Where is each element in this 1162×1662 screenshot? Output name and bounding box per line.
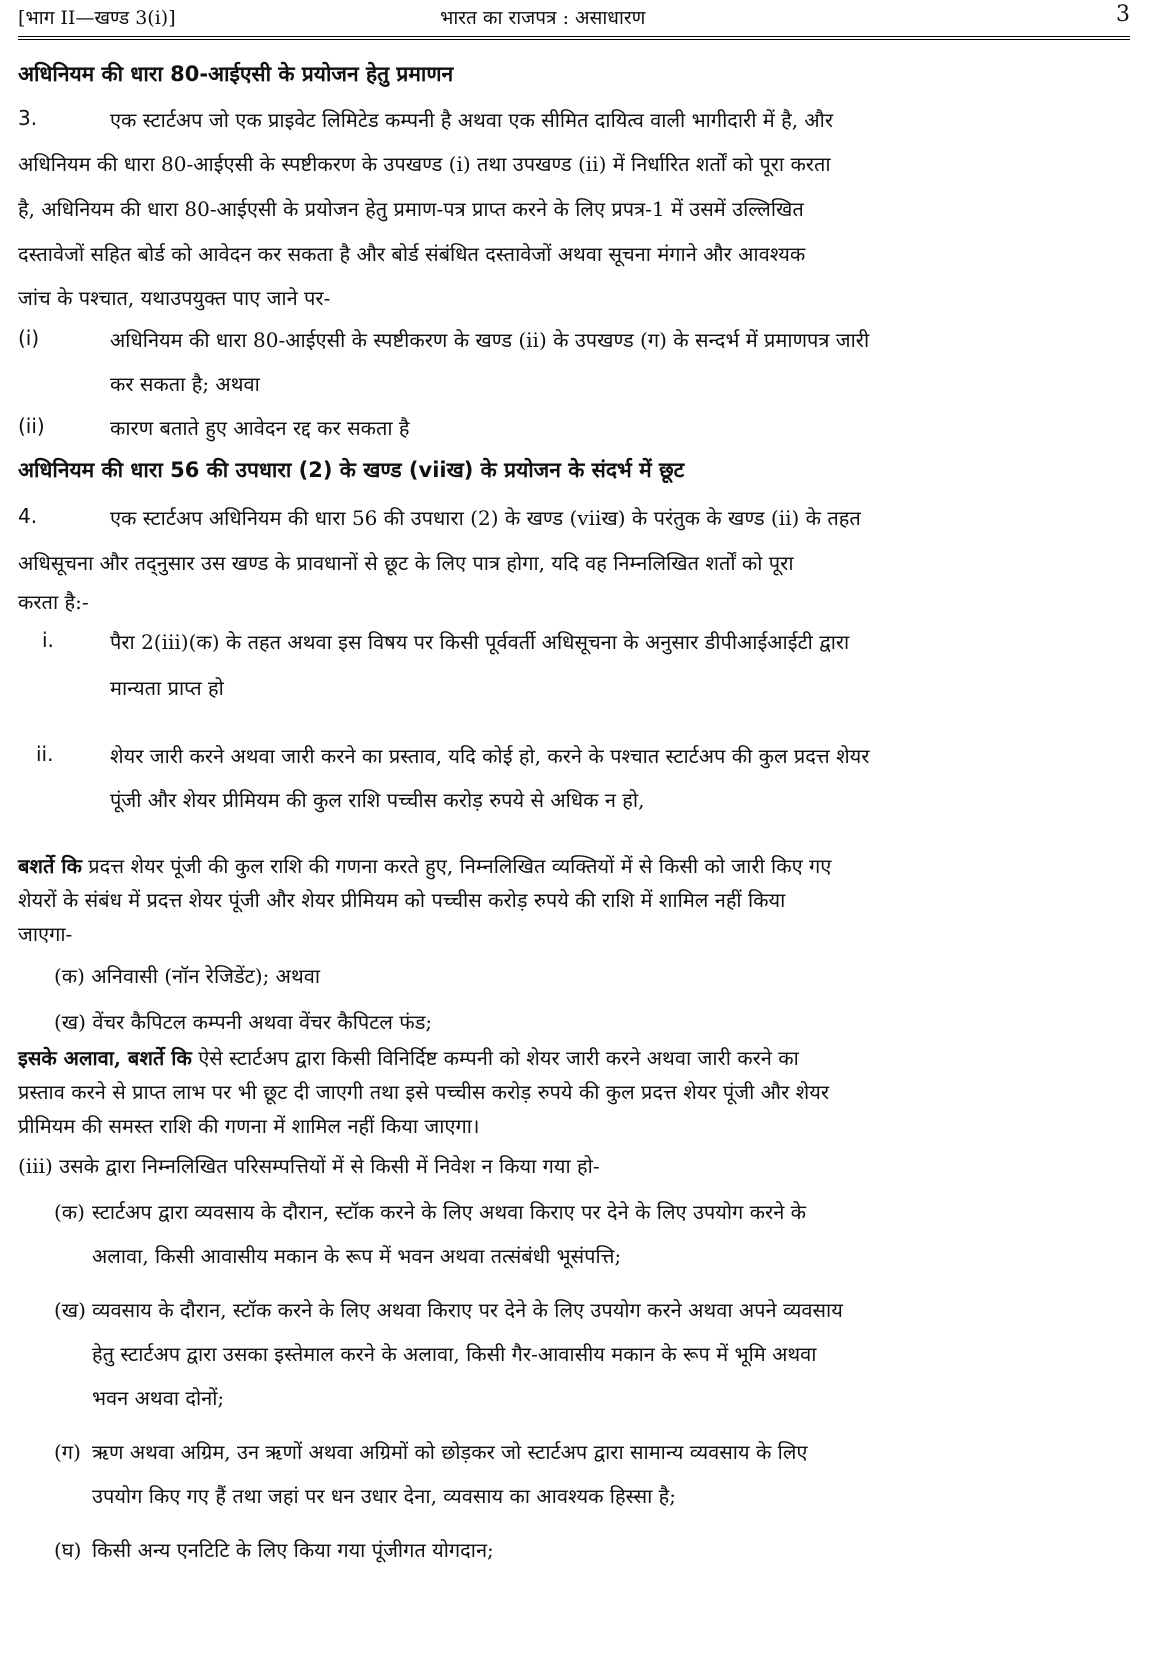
section-4-number: 4. xyxy=(18,504,38,528)
section-4-item-i-number: i. xyxy=(42,628,54,652)
section-3-number: 3. xyxy=(18,106,38,130)
section-3-item-ii-line: कारण बताते हुए आवेदन रद्द कर सकता है xyxy=(110,416,410,440)
section-4-item-i-line: मान्यता प्राप्त हो xyxy=(110,676,224,700)
page-number: 3 xyxy=(1116,2,1130,27)
item-iii-kha-label: (ख) xyxy=(54,1298,86,1322)
item-iii-kha-line: व्यवसाय के दौरान, स्टॉक करने के लिए अथवा किराए पर देने के लिए उपयोग करने अथवा अपने व्यवसाय xyxy=(92,1298,843,1322)
proviso-1-text: प्रदत्त शेयर पूंजी की कुल राशि की गणना करते हुए, निम्नलिखित व्यक्तियों में से किसी को जारी किए गए xyxy=(88,854,832,878)
section-3-line: दस्तावेजों सहित बोर्ड को आवेदन कर सकता है और बोर्ड संबंधित दस्तावेजों अथवा सूचना मंगाने और आवश्यक xyxy=(18,242,806,266)
item-iii-gha-label: (घ) xyxy=(54,1538,82,1562)
item-iii-kha-line: हेतु स्टार्टअप द्वारा उसका इस्तेमाल करने के अलावा, किसी गैर-आवासीय मकान के रूप में भूमि अथवा xyxy=(92,1342,817,1366)
proviso-1-line: जाएगा- xyxy=(18,922,73,946)
proviso-1-item-ka: (क) अनिवासी (नॉन रेजिडेंट); अथवा xyxy=(54,964,321,988)
section-4-item-ii-line: शेयर जारी करने अथवा जारी करने का प्रस्ताव, यदि कोई हो, करने के पश्चात स्टार्टअप की कुल प्रदत्त शेयर xyxy=(110,744,870,768)
header-rule xyxy=(18,36,1130,40)
proviso-1-line: शेयरों के संबंध में प्रदत्त शेयर पूंजी और शेयर प्रीमियम को पच्चीस करोड़ रुपये की राशि में शामिल नहीं किया xyxy=(18,888,786,912)
section-3-item-i-line: अधिनियम की धारा 80-आईएसी के स्पष्टीकरण के खण्ड (ii) के उपखण्ड (ग) के सन्दर्भ में प्रमाणपत्र जारी xyxy=(110,328,870,352)
section-4-heading: अधिनियम की धारा 56 की उपधारा (2) के खण्ड (viiख) के प्रयोजन के संदर्भ में छूट xyxy=(18,458,685,482)
proviso-1-item-kha: (ख) वेंचर कैपिटल कम्पनी अथवा वेंचर कैपिटल फंड; xyxy=(54,1010,433,1034)
section-3-item-ii-number: (ii) xyxy=(18,414,45,438)
header-gazette-title: भारत का राजपत्र : असाधारण xyxy=(440,7,646,29)
item-iii-ka-line: अलावा, किसी आवासीय मकान के रूप में भवन अथवा तत्संबंधी भूसंपत्ति; xyxy=(92,1244,622,1268)
proviso-2-line xyxy=(18,1044,799,1071)
page-header xyxy=(18,2,1130,36)
gazette-page xyxy=(18,0,1140,1662)
proviso-1-line xyxy=(18,852,831,879)
section-3-line: अधिनियम की धारा 80-आईएसी के स्पष्टीकरण के उपखण्ड (i) तथा उपखण्ड (ii) में निर्धारित शर्तों को पूरा करता xyxy=(18,152,831,176)
section-4-line: अधिसूचना और तद्नुसार उस खण्ड के प्रावधानों से छूट के लिए पात्र होगा, यदि वह निम्नलिखित शर्तों को पूरा xyxy=(18,551,794,575)
section-4-line: करता है:- xyxy=(18,590,89,614)
item-iii-ga-line: उपयोग किए गए हैं तथा जहां पर धन उधार देना, व्यवसाय का आवश्यक हिस्सा है; xyxy=(92,1484,676,1508)
proviso-2-line: प्रीमियम की समस्त राशि की गणना में शामिल नहीं किया जाएगा। xyxy=(18,1114,480,1138)
proviso-2-text: ऐसे स्टार्टअप द्वारा किसी विनिर्दिष्ट कम्पनी को शेयर जारी करने अथवा जारी करने का xyxy=(198,1046,799,1070)
item-iii-ka-line: स्टार्टअप द्वारा व्यवसाय के दौरान, स्टॉक करने के लिए अथवा किराए पर देने के लिए उपयोग करने के xyxy=(92,1200,807,1224)
section-4-item-i-line: पैरा 2(iii)(क) के तहत अथवा इस विषय पर किसी पूर्ववर्ती अधिसूचना के अनुसार डीपीआईआईटी द्वारा xyxy=(110,630,850,654)
section-4-item-ii-number: ii. xyxy=(36,742,54,766)
section-3-line: एक स्टार्टअप जो एक प्राइवेट लिमिटेड कम्पनी है अथवा एक सीमित दायित्व वाली भागीदारी में है, और xyxy=(110,108,834,132)
proviso-2-bold: इसके अलावा, बशर्ते कि xyxy=(18,1046,192,1070)
proviso-1-bold: बशर्ते कि xyxy=(18,854,82,878)
section-4-item-ii-line: पूंजी और शेयर प्रीमियम की कुल राशि पच्चीस करोड़ रुपये से अधिक न हो, xyxy=(110,788,645,812)
section-3-heading: अधिनियम की धारा 80-आईएसी के प्रयोजन हेतु प्रमाणन xyxy=(18,62,454,86)
item-iii-gha-line: किसी अन्य एनटिटि के लिए किया गया पूंजीगत योगदान; xyxy=(92,1538,494,1562)
section-3-item-i-line: कर सकता है; अथवा xyxy=(110,372,260,396)
section-3-line: जांच के पश्चात, यथाउपयुक्त पाए जाने पर- xyxy=(18,286,331,310)
proviso-2-line: प्रस्ताव करने से प्राप्त लाभ पर भी छूट दी जाएगी तथा इसे पच्चीस करोड़ रुपये की कुल प्रदत्त शेयर पूंजी और शेयर xyxy=(18,1080,830,1104)
section-4-line: एक स्टार्टअप अधिनियम की धारा 56 की उपधारा (2) के खण्ड (viiख) के परंतुक के खण्ड (ii) के तहत xyxy=(110,506,861,530)
header-part-label: [भाग II—खण्ड 3(i)] xyxy=(18,7,176,29)
section-3-line: है, अधिनियम की धारा 80-आईएसी के प्रयोजन हेतु प्रमाण-पत्र प्राप्त करने के लिए प्रपत्र-1 में उसमें उल्लिखित xyxy=(18,197,804,221)
item-iii-ga-label: (ग) xyxy=(54,1440,81,1464)
item-iii-ka-label: (क) xyxy=(54,1200,85,1224)
item-iii-line: (iii) उसके द्वारा निम्नलिखित परिसम्पत्तियों में से किसी में निवेश न किया गया हो- xyxy=(18,1154,600,1178)
item-iii-ga-line: ऋण अथवा अग्रिम, उन ऋणों अथवा अग्रिमों को छोड़कर जो स्टार्टअप द्वारा सामान्य व्यवसाय के लिए xyxy=(92,1440,808,1464)
item-iii-kha-line: भवन अथवा दोनों; xyxy=(92,1386,225,1410)
section-3-item-i-number: (i) xyxy=(18,326,40,350)
